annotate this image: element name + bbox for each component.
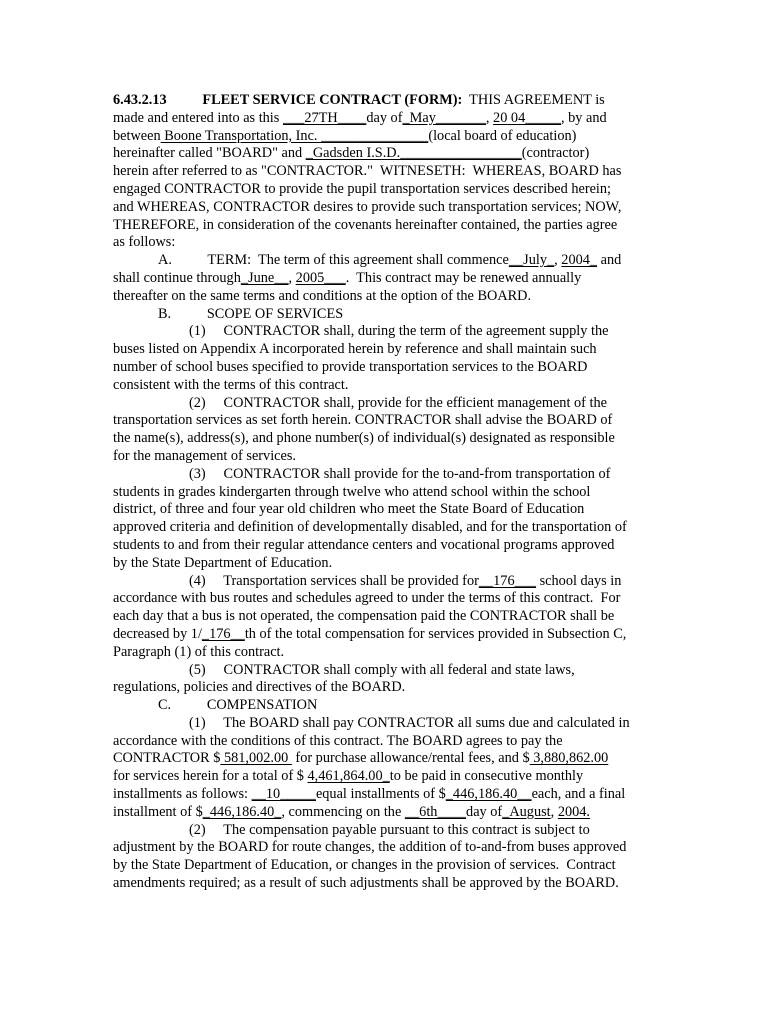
text-line <box>113 412 661 430</box>
text-line <box>113 608 661 626</box>
text-line <box>113 644 661 662</box>
text-line <box>113 875 661 893</box>
body-text: shall continue through <box>113 269 241 286</box>
body-text: consistent with the terms of this contract. <box>113 376 349 393</box>
body-text: students to and from their regular attendance centers and vocational programs approved <box>113 536 615 553</box>
filled-blank: __10_____ <box>251 786 316 803</box>
body-text: each, and a final <box>531 786 626 803</box>
body-text: herein after referred to as "CONTRACTOR." WITNESETH: WHEREAS, BOARD has <box>113 163 622 180</box>
text-line <box>113 484 661 502</box>
text-line <box>113 750 661 768</box>
filled-blank: __July_ <box>508 252 555 269</box>
filled-blank: _446,186.40_ <box>202 803 282 820</box>
text-line <box>113 857 661 875</box>
body-text: district, of three and four year old children who meet the State Board of Education <box>113 501 585 518</box>
body-text: for the management of services. <box>113 447 297 464</box>
filled-blank: Boone Transportation, Inc. _______________ <box>160 127 429 144</box>
body-text: by the State Department of Education. <box>113 554 333 571</box>
filled-blank: 2004_ <box>561 252 598 269</box>
body-text: for purchase allowance/rental fees, and $ <box>291 750 530 767</box>
text-line <box>113 234 661 252</box>
text-line <box>113 377 661 395</box>
text-line <box>113 839 661 857</box>
body-text: , <box>485 109 494 126</box>
filled-blank: 20 04_____ <box>493 109 561 126</box>
text-line <box>113 128 661 146</box>
body-text: (contractor) <box>521 145 590 162</box>
body-text: and <box>597 252 622 269</box>
body-text: regulations, policies and directives of the BOARD. <box>113 679 406 696</box>
body-text: transportation services as set forth herein. CONTRACTOR shall advise the BOARD of <box>113 412 613 429</box>
text-line <box>113 163 661 181</box>
heading-text: FLEET SERVICE CONTRACT (FORM): <box>202 92 463 108</box>
body-text: , by and <box>560 109 607 126</box>
body-text: accordance with bus routes and schedules agreed to under the terms of this contract. For <box>113 590 621 607</box>
body-text: THEREFORE, in consideration of the covenants hereinafter contained, the parties agree <box>113 216 618 233</box>
body-text: Paragraph (1) of this contract. <box>113 643 285 660</box>
text-line <box>113 715 661 733</box>
text-line <box>113 110 661 128</box>
body-text: (1) CONTRACTOR shall, during the term of the agreement supply the <box>189 323 609 340</box>
body-text: thereafter on the same terms and conditions at the option of the BOARD. <box>113 287 532 304</box>
body-text: each day that a bus is not operated, the compensation paid the CONTRACTOR shall be <box>113 608 615 625</box>
text-line <box>113 519 661 537</box>
body-text: , <box>288 269 296 286</box>
text-line <box>113 92 661 110</box>
text-line <box>113 448 661 466</box>
body-text: students in grades kindergarten through twelve who attend school within the school <box>113 483 591 500</box>
body-text: (4) Transportation services shall be provided for <box>189 572 479 589</box>
body-text: installments as follows: <box>113 786 252 803</box>
body-text: the name(s), address(s), and phone number(s) of individual(s) designated as responsible <box>113 430 615 447</box>
text-line <box>113 501 661 519</box>
body-text: B. SCOPE OF SERVICES <box>158 305 344 322</box>
body-text: installment of $ <box>113 803 203 820</box>
body-text: , commencing on the <box>281 803 405 820</box>
filled-blank: _446,186.40__ <box>445 786 532 803</box>
text-line <box>113 199 661 217</box>
text-line <box>113 430 661 448</box>
filled-blank: ___27TH____ <box>282 109 367 126</box>
body-text: day of <box>366 109 403 126</box>
text-line <box>113 359 661 377</box>
body-text: made and entered into as this <box>113 109 283 126</box>
body-text: number of school buses specified to provide transportation services to the BOARD <box>113 358 588 375</box>
body-text: accordance with the conditions of this contract. The BOARD agrees to pay the <box>113 732 563 749</box>
body-text: (5) CONTRACTOR shall comply with all federal and state laws, <box>189 661 575 678</box>
body-text: day of <box>466 803 503 820</box>
text-line <box>113 626 661 644</box>
body-text: adjustment by the BOARD for route changes, the addition of to-and-from buses approved <box>113 839 627 856</box>
filled-blank: _Gadsden I.S.D._________________ <box>305 145 522 162</box>
text-line <box>113 252 661 270</box>
text-line <box>113 697 661 715</box>
text-line <box>113 323 661 341</box>
body-text: (2) The compensation payable pursuant to this contract is subject to <box>189 821 590 838</box>
text-line <box>113 341 661 359</box>
filled-blank: 581,002.00 <box>220 750 292 767</box>
body-text: C. COMPENSATION <box>158 697 318 714</box>
text-line <box>113 662 661 680</box>
body-text: by the State Department of Education, or changes in the provision of services. Contract <box>113 857 616 874</box>
body-text: THIS AGREEMENT is <box>462 92 605 108</box>
body-text: as follows: <box>113 234 176 251</box>
text-line <box>113 270 661 288</box>
filled-blank: _June__ <box>240 269 289 286</box>
text-line <box>113 822 661 840</box>
text-line <box>113 145 661 163</box>
text-line <box>113 573 661 591</box>
filled-blank: 2004. <box>557 803 590 820</box>
text-line <box>113 786 661 804</box>
filled-blank: 3,880,862.00 <box>529 750 609 767</box>
text-line <box>113 768 661 786</box>
text-line <box>113 590 661 608</box>
filled-blank: _May_______ <box>402 109 486 126</box>
body-text <box>167 92 203 108</box>
text-line <box>113 679 661 697</box>
body-text: school days in <box>536 572 622 589</box>
body-text: and WHEREAS, CONTRACTOR desires to provide such transportation services; NOW, <box>113 198 622 215</box>
text-line <box>113 288 661 306</box>
text-line <box>113 804 661 822</box>
text-line <box>113 733 661 751</box>
text-line <box>113 217 661 235</box>
filled-blank: _August <box>502 803 551 820</box>
body-text: between <box>113 127 161 144</box>
filled-blank: __6th____ <box>404 803 467 820</box>
body-text: (1) The BOARD shall pay CONTRACTOR all sums due and calculated in <box>189 714 630 731</box>
body-text: . This contract may be renewed annually <box>345 269 582 286</box>
filled-blank: 4,461,864.00_ <box>307 768 390 785</box>
body-text: for services herein for a total of $ <box>113 768 308 785</box>
body-text: engaged CONTRACTOR to provide the pupil transportation services described herein; <box>113 180 612 197</box>
heading-text: 6.43.2.13 <box>113 92 167 108</box>
filled-blank: 2005___ <box>295 269 346 286</box>
body-text: A. TERM: The term of this agreement shall commence <box>158 252 509 269</box>
filled-blank: _176__ <box>201 625 245 642</box>
text-line <box>113 466 661 484</box>
body-text: amendments required; as a result of such adjustments shall be approved by the BOARD. <box>113 875 619 892</box>
body-text: , <box>550 803 558 820</box>
body-text: (local board of education) <box>428 127 577 144</box>
body-text: (2) CONTRACTOR shall, provide for the efficient management of the <box>189 394 607 411</box>
text-line <box>113 306 661 324</box>
text-line <box>113 395 661 413</box>
body-text: buses listed on Appendix A incorporated herein by reference and shall maintain such <box>113 341 597 358</box>
body-text: equal installments of $ <box>315 786 446 803</box>
body-text: (3) CONTRACTOR shall provide for the to-and-from transportation of <box>189 465 611 482</box>
body-text: approved criteria and definition of developmentally disabled, and for the transportation of <box>113 519 627 536</box>
body-text: , <box>554 252 562 269</box>
filled-blank: __176___ <box>478 572 537 589</box>
body-text: CONTRACTOR $ <box>113 750 221 767</box>
text-line <box>113 537 661 555</box>
body-text: decreased by 1/ <box>113 625 202 642</box>
text-line <box>113 555 661 573</box>
body-text: th of the total compensation for services provided in Subsection C, <box>244 625 627 642</box>
text-line <box>113 181 661 199</box>
contract-document <box>113 92 661 893</box>
body-text: hereinafter called "BOARD" and <box>113 145 306 162</box>
body-text: to be paid in consecutive monthly <box>389 768 584 785</box>
